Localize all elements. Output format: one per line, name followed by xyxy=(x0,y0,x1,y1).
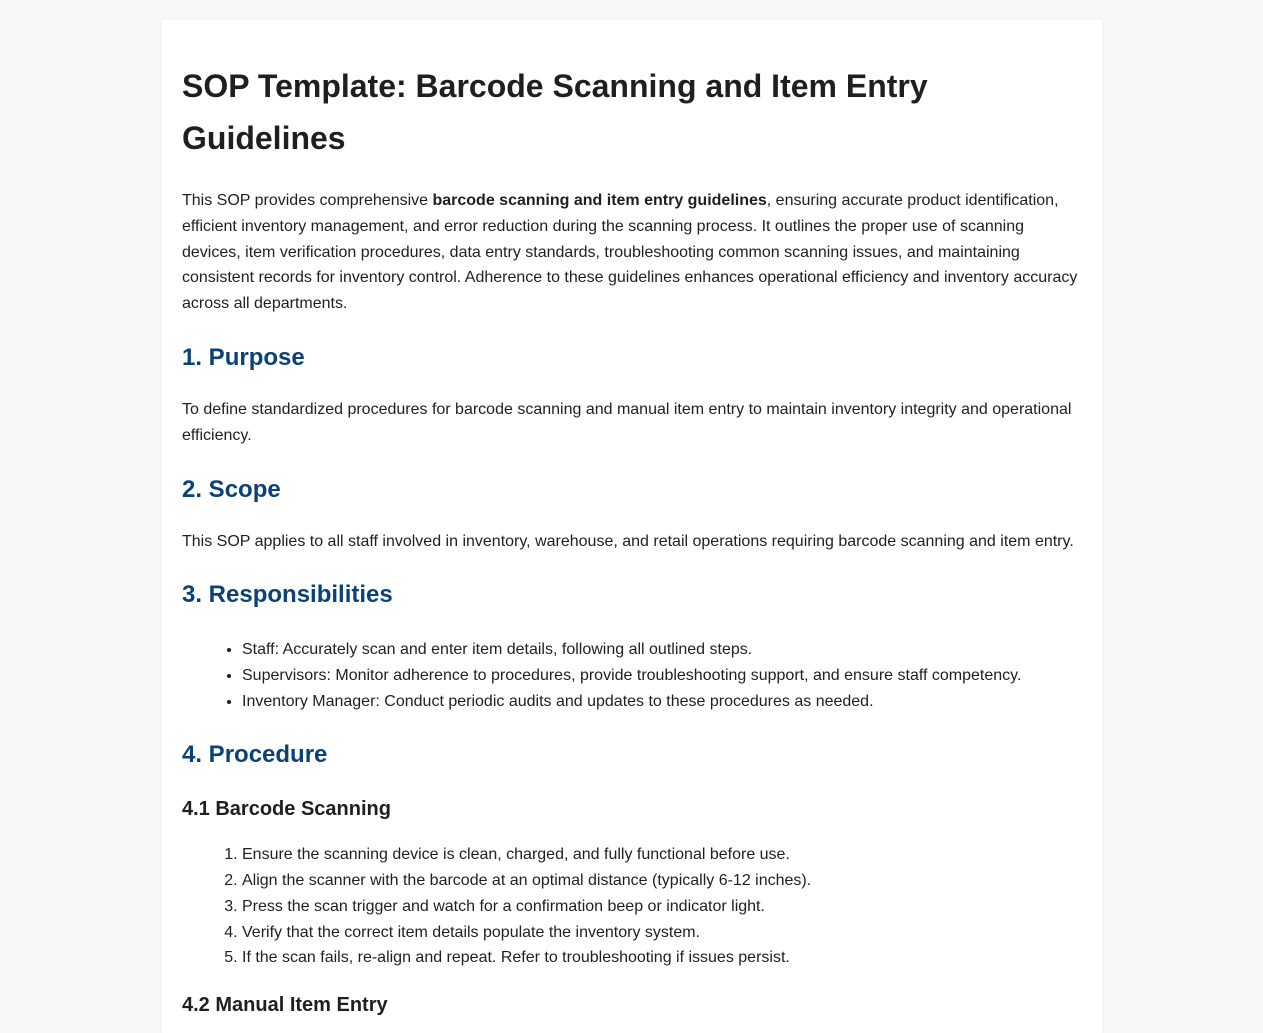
manual-entry-heading: 4.2 Manual Item Entry xyxy=(182,994,388,1016)
document-content xyxy=(182,60,1078,1018)
list-item: • Staff: Accurately scan and enter item details, following all outlined steps. xyxy=(242,637,1078,663)
list-item: 3. Press the scan trigger and watch for a confirmation beep or indicator light. xyxy=(242,894,1078,920)
scope-text: This SOP applies to all staff involved in inventory, warehouse, and retail operations requiring barcode scanning and item entry. xyxy=(182,532,1074,550)
barcode-scanning-steps xyxy=(182,842,1078,971)
procedure-heading: 4. Procedure xyxy=(182,741,328,769)
barcode-scanning-heading: 4.1 Barcode Scanning xyxy=(182,798,391,821)
list-item: 4. Verify that the correct item details populate the inventory system. xyxy=(242,920,1078,946)
list-item: 5. If the scan fails, re-align and repeat. Refer to troubleshooting if issues persist. xyxy=(242,945,1078,971)
list-item: • Inventory Manager: Conduct periodic audits and updates to these procedures as needed. xyxy=(242,689,1078,715)
intro-prefix: This SOP provides comprehensive xyxy=(182,192,433,209)
responsibilities-heading: 3. Responsibilities xyxy=(182,581,393,609)
list-item: 2. Align the scanner with the barcode at an optimal distance (typically 6-12 inches). xyxy=(242,868,1078,894)
intro-suffix: , ensuring accurate product identification, efficient inventory management, and error reduction during the scanning process. It outlines the proper use of scanning devices, item verification procedures, data entry standards, troubleshooting common scanning issues, and maintaining consistent records for inventory control. Adherence to these guidelines enhances operational efficiency and inventory accuracy across all departments. xyxy=(182,192,1078,313)
document-page xyxy=(162,20,1102,1033)
purpose-text: To define standardized procedures for barcode scanning and manual item entry to maintain inventory integrity and operational efficiency. xyxy=(182,400,1072,444)
responsibilities-list xyxy=(182,637,1078,714)
scope-heading: 2. Scope xyxy=(182,475,281,503)
list-item: • Supervisors: Monitor adherence to procedures, provide troubleshooting support, and ensure staff competency. xyxy=(242,663,1078,689)
intro-paragraph xyxy=(182,188,1078,317)
page-title: SOP Template: Barcode Scanning and Item Entry Guidelines xyxy=(182,68,928,156)
intro-bold-phrase: barcode scanning and item entry guidelines xyxy=(432,192,767,209)
list-item: 1. Ensure the scanning device is clean, charged, and fully functional before use. xyxy=(242,842,1078,868)
purpose-heading: 1. Purpose xyxy=(182,343,305,371)
